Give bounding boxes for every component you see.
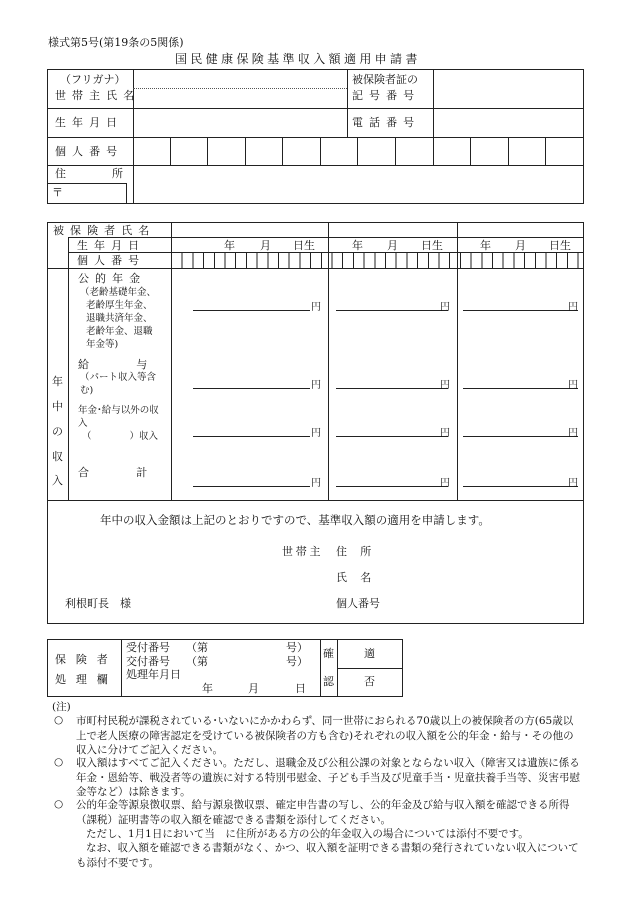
birth-date-label: 生年月日 — [55, 116, 124, 129]
salary-note: む) — [80, 385, 94, 396]
salary-amount-3-input[interactable] — [463, 372, 567, 388]
insured-2-name-input[interactable] — [330, 223, 455, 236]
total-amount-2-input[interactable] — [336, 470, 448, 486]
phone-input[interactable] — [436, 110, 581, 135]
birth-day-suffix: 日生 — [549, 239, 571, 252]
notes-heading: (注) — [52, 701, 71, 713]
note-item-2: 収入額はすべてご記入ください。ただし、退職金及び公租公課の対象とならない収入（障害又は遺族に係る年金・恩給等、戦没者等の遺族に対する特別弔慰金、子ども手当及び児童手当・児童扶養手当等、災害弔慰金等など）は除きます。 — [76, 757, 580, 798]
birth-month-suffix: 月 — [260, 239, 271, 252]
pension-note: 老齢年金、退職 — [86, 326, 153, 337]
birth-month-suffix: 月 — [515, 239, 526, 252]
form-title: 国民健康保険基準収入額適用申請書 — [175, 52, 421, 66]
pension-note: 退職共済年金、 — [86, 313, 153, 324]
birth-year-suffix: 年 — [352, 239, 363, 252]
insured-name-label: 被保険者氏名 — [53, 224, 156, 237]
paren-open: （第 — [186, 641, 208, 654]
other-income-paren: （ ）収入 — [82, 431, 159, 442]
pension-amount-2-input[interactable] — [336, 294, 448, 310]
declarant-name-input[interactable] — [395, 568, 580, 586]
pension-title: 公的年金 — [78, 272, 147, 285]
furigana-label: （フリガナ） — [60, 73, 126, 86]
note-item-3: 公的年金等源泉徴収票、給与源泉徴収票、確定申告書の写し、公的年金及び給与収入額を確認できる所得（課税）証明書等の収入額を確認できる書類を添付してください。 — [76, 799, 570, 826]
date-day-suffix: 日 — [295, 682, 306, 695]
insured-birth-label: 生年月日 — [77, 239, 146, 252]
yen-unit: 円 — [440, 380, 450, 391]
declarant-mynumber-label: 個人番号 — [336, 597, 380, 610]
phone-label: 電話番号 — [352, 116, 421, 129]
yen-unit: 円 — [311, 478, 321, 489]
insured-card-input[interactable] — [436, 71, 581, 106]
side-label-char: の — [52, 425, 63, 438]
office-label-1: 保険者 — [55, 653, 118, 666]
yen-unit: 円 — [568, 302, 578, 313]
process-date-label: 処理年月日 — [126, 668, 181, 681]
yen-unit: 円 — [440, 478, 450, 489]
birth-year-suffix: 年 — [480, 239, 491, 252]
insured-1-name-input[interactable] — [173, 223, 326, 236]
yen-unit: 円 — [440, 428, 450, 439]
yen-unit: 円 — [440, 302, 450, 313]
total-amount-1-input[interactable] — [193, 470, 310, 486]
householder-label: 世帯主 — [282, 545, 324, 558]
form-number: 様式第5号(第19条の5関係) — [48, 36, 184, 49]
furigana-input[interactable] — [136, 71, 344, 87]
other-amount-2-input[interactable] — [336, 420, 448, 436]
confirm-label-1: 確 — [323, 647, 334, 660]
total-title: 合計 — [78, 466, 195, 479]
address-label-1: 住 — [55, 167, 66, 180]
salary-note: （パート収入等含 — [80, 372, 157, 383]
side-label-char: 入 — [52, 474, 63, 487]
other-amount-3-input[interactable] — [463, 420, 567, 436]
birth-month-suffix: 月 — [387, 239, 398, 252]
pension-note: 老齢厚生年金、 — [86, 300, 153, 311]
address-label-2: 所 — [112, 167, 123, 180]
yen-unit: 円 — [568, 478, 578, 489]
insured-card-label-1: 被保険者証の — [352, 73, 418, 86]
declarant-address-label: 住所 — [336, 545, 385, 558]
yen-unit: 円 — [311, 428, 321, 439]
note-bullet: ○ — [54, 714, 64, 726]
total-amount-3-input[interactable] — [463, 470, 567, 486]
postal-mark: 〒 — [52, 186, 63, 199]
number-suffix: 号） — [286, 641, 308, 654]
yen-unit: 円 — [568, 428, 578, 439]
note-bullet: ○ — [54, 798, 64, 810]
note-item-1: 市町村民税が課税されている･いないにかかわらず、同一世帯におられる70歳以上の被保険者の方(65歳以上で老人医療の障害認定を受けている被保険者の方も含む)それぞれの収入額を公的年金・給与・その他の収入に分けてご記入ください。 — [76, 715, 574, 756]
pension-note: 年金等) — [86, 339, 119, 350]
declarant-name-label: 氏名 — [336, 571, 385, 584]
other-income-title: 年金･給与以外の収 — [78, 405, 159, 416]
birth-date-input[interactable] — [136, 110, 344, 135]
declaration-text: 年中の収入金額は上記のとおりですので、基準収入額の適用を申請します。 — [100, 513, 490, 527]
receipt-number-label: 受付番号 — [126, 641, 170, 654]
other-income-title: 入 — [78, 418, 88, 429]
yen-unit: 円 — [568, 380, 578, 391]
mynumber-input[interactable] — [135, 139, 581, 163]
yen-unit: 円 — [311, 380, 321, 391]
birth-day-suffix: 日生 — [421, 239, 443, 252]
mynumber-label: 個人番号 — [55, 145, 124, 158]
approve-label: 適 — [364, 647, 375, 660]
yen-unit: 円 — [311, 302, 321, 313]
date-month-suffix: 月 — [248, 682, 259, 695]
insured-mynumber-label: 個人番号 — [77, 254, 146, 267]
householder-name-input[interactable] — [136, 90, 344, 106]
birth-year-suffix: 年 — [224, 239, 235, 252]
confirm-label-2: 認 — [323, 675, 334, 688]
note-extra-1: ただし、1月1日において当 に住所がある方の公的年金収入の場合については添付不要です。 — [86, 828, 529, 840]
pension-amount-1-input[interactable] — [193, 294, 310, 310]
mayor-addressee: 利根町長 様 — [65, 597, 131, 610]
paren-open: （第 — [186, 655, 208, 668]
pension-amount-3-input[interactable] — [463, 294, 567, 310]
number-suffix: 号） — [286, 655, 308, 668]
delivery-number-label: 交付番号 — [126, 655, 170, 668]
side-label-char: 年 — [52, 375, 63, 388]
side-label-char: 収 — [52, 450, 63, 463]
birth-day-suffix: 日生 — [293, 239, 315, 252]
reject-label: 否 — [364, 675, 375, 688]
salary-amount-1-input[interactable] — [193, 372, 310, 388]
pension-note: （老齢基礎年金、 — [80, 287, 157, 298]
insured-3-name-input[interactable] — [459, 223, 581, 236]
address-input[interactable] — [136, 168, 581, 201]
insured-card-label-2: 記号番号 — [352, 89, 421, 102]
householder-name-label: 世帯主氏名 — [55, 89, 141, 102]
note-bullet: ○ — [54, 756, 64, 768]
other-amount-1-input[interactable] — [193, 420, 310, 436]
side-label-char: 中 — [52, 400, 63, 413]
salary-amount-2-input[interactable] — [336, 372, 448, 388]
declarant-mynumber-input[interactable] — [395, 594, 580, 612]
office-label-2: 処理欄 — [55, 673, 118, 686]
date-year-suffix: 年 — [202, 682, 213, 695]
salary-title: 給与 — [78, 358, 195, 371]
declarant-address-input[interactable] — [395, 542, 580, 560]
note-extra-2: なお、収入額を確認できる書類がなく、かつ、収入額を証明できる書類の発行されていない収入についても添付不要です。 — [76, 842, 579, 869]
